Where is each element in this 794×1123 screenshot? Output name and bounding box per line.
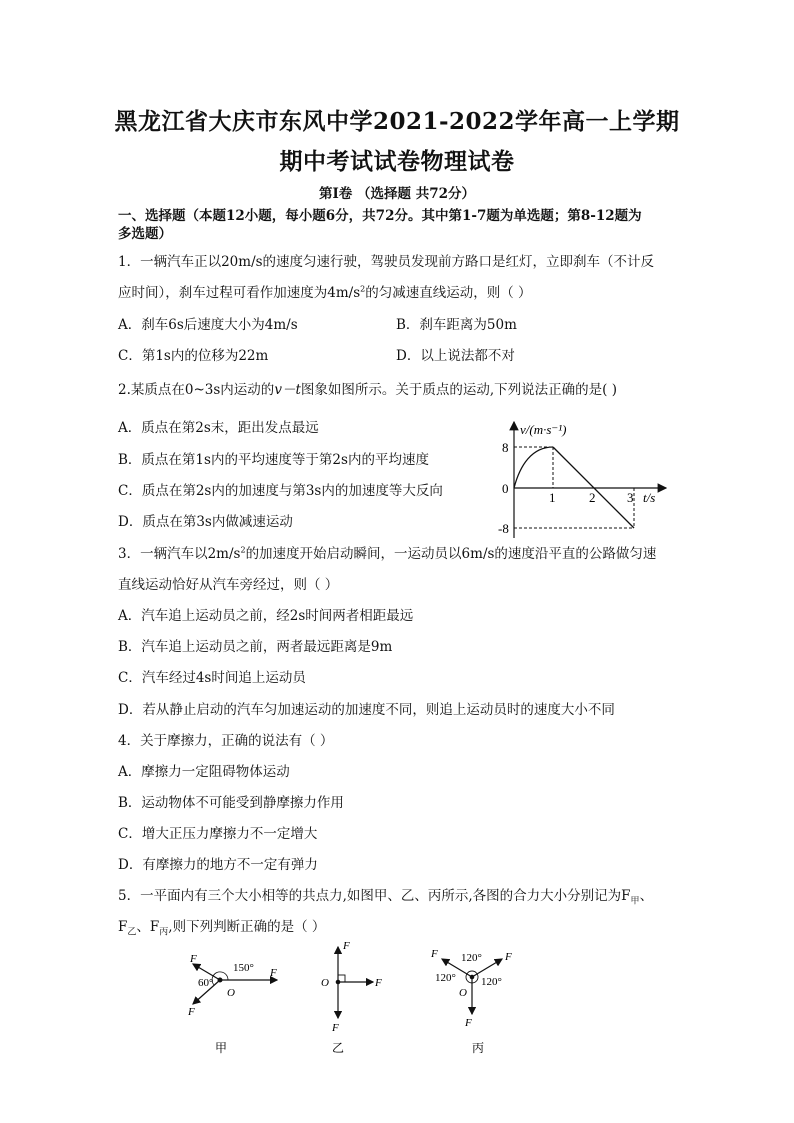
q2-option-a: A．质点在第2s末，距出发点最远 [118, 420, 319, 436]
q2-option-d: D．质点在第3s内做减速运动 [118, 514, 293, 530]
bing-caption: 丙 [472, 1041, 485, 1055]
q4-option-c: C．增大正压力摩擦力不一定增大 [118, 826, 318, 842]
bing-angle-top: 120° [461, 952, 482, 964]
section-instruction-line2: 多选题） [118, 226, 172, 242]
force-diagram-yi [310, 935, 400, 1055]
yi-force-label-2: F [375, 977, 382, 989]
vt-curve-segment [514, 447, 553, 488]
bing-angle-left: 120° [435, 972, 456, 984]
q1-stem-line2: 应时间），刹车过程可看作加速度为$4m/s^2$的匀减速直线运动，则（ ） [118, 284, 532, 301]
jia-angle-150: 150° [233, 962, 254, 974]
q4-option-b: B．运动物体不可能受到静摩擦力作用 [118, 795, 344, 811]
q3-option-a: A．汽车追上运动员之前，经2s时间两者相距最远 [118, 608, 414, 624]
jia-force-label-1: F [190, 953, 197, 965]
q5-stem-line1: 5．一平面内有三个大小相等的共点力,如图甲、乙、丙所示,各图的合力大小分别记为$F_甲$、 [118, 888, 654, 907]
bing-force-label-2: F [505, 951, 512, 963]
graph-ylabel: v/(m·s⁻¹) [520, 422, 567, 437]
section-label: 第Ⅰ卷 （选择题 共72分） [318, 186, 475, 202]
vt-graph [490, 410, 680, 545]
yi-force-label-1: F [343, 940, 350, 952]
q3-option-b: B．汽车追上运动员之前，两者最远距离是9m [118, 639, 393, 655]
q4-stem: 4．关于摩擦力，正确的说法有（ ） [118, 733, 334, 749]
q3-stem-line2: 直线运动恰好从汽车旁经过，则（ ） [118, 577, 339, 593]
jia-caption: 甲 [215, 1041, 228, 1055]
q2-option-b: B．质点在第1s内的平均速度等于第2s内的平均速度 [118, 452, 429, 468]
yi-caption: 乙 [332, 1041, 345, 1055]
bing-origin: O [459, 987, 467, 999]
q1-option-b: B．刹车距离为50m [396, 317, 517, 333]
q3-option-d: D．若从静止启动的汽车匀加速运动的加速度不同，则追上运动员时的速度大小不同 [118, 702, 615, 718]
q1-option-c: C．第1s内的位移为22m [118, 348, 269, 364]
tick-y-neg8: -8 [498, 521, 509, 536]
tick-x-2: 2 [589, 490, 596, 505]
tick-y-0: 0 [502, 481, 509, 496]
q1-option-d: D．以上说法都不对 [396, 348, 515, 364]
bing-force-label-3: F [465, 1017, 472, 1029]
page-title-line2: 期中考试试卷物理试卷 [279, 148, 515, 175]
tick-y-8: 8 [502, 440, 509, 455]
q2-stem: 2.某质点在0~3s内运动的v－t图象如图所示。关于质点的运动,下列说法正确的是( ) [118, 382, 617, 398]
section-instruction-line1: 一、选择题（本题12小题，每小题6分，共72分。其中第1-7题为单选题；第8-12题为 [118, 208, 642, 224]
q4-option-d: D．有摩擦力的地方不一定有弹力 [118, 857, 318, 873]
q3-stem-line1: 3．一辆汽车以$2m/s^2$的加速度开始启动瞬间，一运动员以6m/s的速度沿平直的公路做匀速 [118, 545, 657, 562]
tick-x-3: 3 [627, 490, 634, 505]
force-diagram-jia [180, 940, 290, 1055]
graph-xlabel: t/s [643, 490, 656, 505]
q1-option-a: A．刹车6s后速度大小为4m/s [118, 317, 298, 333]
tick-x-1: 1 [549, 490, 556, 505]
page-title-line1: 黑龙江省大庆市东风中学2021-2022学年高一上学期 [114, 108, 680, 135]
bing-force-label-1: F [431, 948, 438, 960]
q3-option-c: C．汽车经过4s时间追上运动员 [118, 670, 306, 686]
q5-stem-line2: $F_乙$、$F_丙$,则下列判断正确的是（ ） [118, 919, 326, 938]
q4-option-a: A．摩擦力一定阻碍物体运动 [118, 764, 290, 780]
yi-force-label-3: F [332, 1022, 339, 1034]
q1-stem-line1: 1．一辆汽车正以20m/s的速度匀速行驶，驾驶员发现前方路口是红灯，立即刹车（不计反 [118, 254, 655, 270]
jia-angle-60: 60° [198, 977, 214, 989]
jia-origin: O [227, 987, 235, 999]
bing-angle-right: 120° [481, 976, 502, 988]
yi-origin: O [321, 977, 329, 989]
q2-option-c: C．质点在第2s内的加速度与第3s内的加速度等大反向 [118, 483, 443, 499]
force-diagram-bing [425, 940, 525, 1055]
jia-force-label-3: F [188, 1006, 195, 1018]
jia-force-label-2: F [270, 967, 277, 979]
